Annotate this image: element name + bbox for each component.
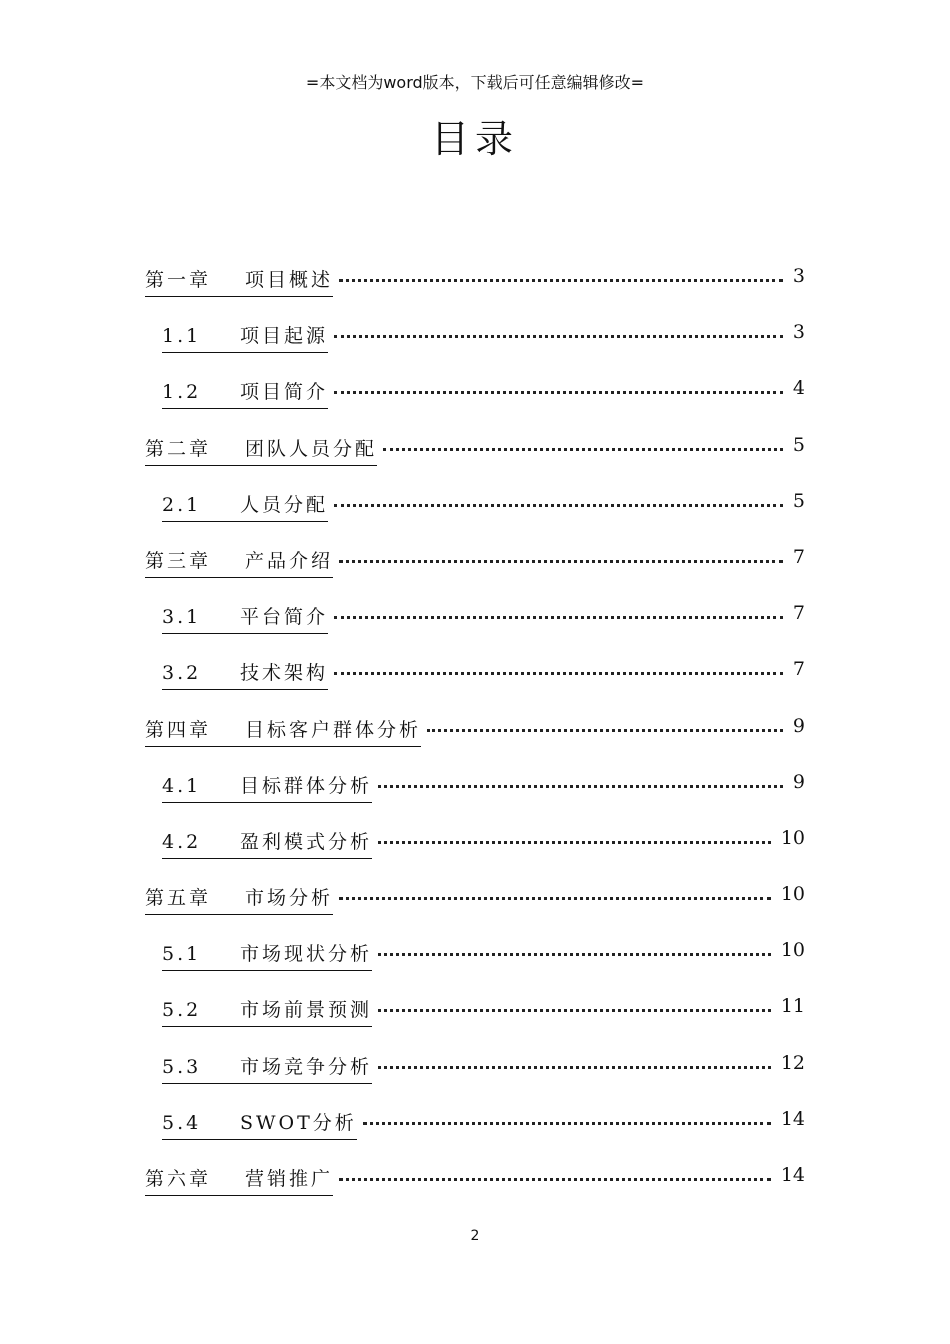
toc-dot-leader [334,652,783,675]
toc-entry-label: 市场分析 [245,887,334,910]
toc-dot-leader [378,821,771,844]
toc-entry[interactable] [0,1108,950,1164]
toc-entry[interactable] [0,434,950,490]
toc-page-number: 7 [792,658,805,681]
toc-entry-link[interactable] [145,883,333,915]
toc-entry-link[interactable] [162,658,328,690]
toc-dot-leader [378,765,783,788]
toc-page-number: 12 [780,1051,805,1074]
toc-entry[interactable] [0,490,950,546]
toc-entry[interactable] [0,265,950,321]
toc-entry-link[interactable] [162,321,328,353]
toc-entry[interactable] [0,715,950,771]
toc-entry-label: 人员分配 [240,493,329,516]
toc-entry-label: 市场前景预测 [240,999,373,1022]
toc-dot-leader [339,259,783,282]
toc-entry-label: 市场竞争分析 [240,1055,373,1078]
toc-entry-label: 目标群体分析 [240,774,373,797]
toc-entry-link[interactable] [162,377,328,409]
toc-entry-link[interactable] [162,602,328,634]
toc-page-number: 9 [792,714,805,737]
toc-entry-link[interactable] [162,1108,357,1140]
toc-dot-leader [339,1158,771,1181]
toc-entry[interactable] [0,995,950,1051]
toc-entry[interactable] [0,771,950,827]
toc-entry[interactable] [0,883,950,939]
toc-entry-link[interactable] [145,434,377,466]
toc-entry-number: 第二章 [145,437,212,460]
toc-page-number: 14 [780,1164,805,1186]
toc-dot-leader [378,1046,771,1069]
toc-page-number: 14 [780,1107,805,1130]
toc-entry-number: 5.1 [162,943,202,966]
toc-entry-number: 5.2 [162,999,202,1022]
toc-page-number: 10 [780,883,805,906]
toc-entry-link[interactable] [162,490,328,522]
toc-entry-label: 项目起源 [240,325,329,348]
toc-entry-label: 项目概述 [245,269,334,291]
toc-entry[interactable] [0,377,950,433]
toc-dot-leader [334,596,783,619]
toc-entry-number: 4.1 [162,774,202,797]
toc-dot-leader [334,371,783,394]
toc-entry-label: 目标客户群体分析 [245,718,422,741]
table-of-contents [0,265,950,1220]
page-title: 目录 [430,117,519,161]
toc-page-number: 7 [792,602,805,625]
toc-entry-link[interactable] [145,1164,333,1196]
toc-entry-link[interactable] [162,939,372,971]
toc-entry-link[interactable] [162,771,372,803]
toc-entry-label: SWOT分析 [240,1111,357,1134]
toc-entry-label: 营销推广 [245,1168,334,1190]
toc-entry-label: 市场现状分析 [240,943,373,966]
toc-page-number: 3 [792,265,805,287]
toc-page-number: 10 [780,826,805,849]
toc-entry-number: 5.4 [162,1111,202,1134]
toc-page-number: 5 [792,433,805,456]
toc-entry-link[interactable] [162,827,372,859]
toc-page-number: 4 [792,377,805,400]
toc-entry-number: 5.3 [162,1055,202,1078]
toc-dot-leader [363,1102,771,1125]
toc-entry-label: 技术架构 [240,662,329,685]
toc-entry-number: 1.1 [162,325,202,348]
toc-entry-number: 第六章 [145,1168,212,1190]
toc-entry-link[interactable] [145,715,421,747]
toc-dot-leader [339,540,783,563]
toc-entry-link[interactable] [162,1052,372,1084]
toc-dot-leader [339,877,771,900]
toc-entry-number: 4.2 [162,830,202,853]
toc-entry-label: 团队人员分配 [245,437,378,460]
toc-entry-number: 2.1 [162,493,202,516]
toc-entry-label: 平台简介 [240,606,329,629]
toc-entry-number: 第五章 [145,887,212,910]
toc-entry[interactable] [0,1052,950,1108]
toc-dot-leader [378,933,771,956]
toc-entry[interactable] [0,546,950,602]
toc-entry-number: 第三章 [145,549,212,572]
toc-entry[interactable] [0,658,950,714]
toc-dot-leader [334,315,783,338]
toc-entry-label: 盈利模式分析 [240,830,373,853]
toc-page-number: 7 [792,545,805,568]
toc-page-number: 5 [792,489,805,512]
toc-entry-number: 3.2 [162,662,202,685]
toc-entry-number: 3.1 [162,606,202,629]
toc-entry-number: 第四章 [145,718,212,741]
page-number: 2 [470,1228,480,1244]
toc-page-number: 10 [780,939,805,962]
toc-page-number: 3 [792,321,805,344]
header-note: =本文档为word版本，下载后可任意编辑修改= [305,73,645,92]
toc-entry[interactable] [0,321,950,377]
toc-entry[interactable] [0,602,950,658]
toc-entry[interactable] [0,939,950,995]
toc-entry-number: 1.2 [162,381,202,404]
toc-entry-number: 第一章 [145,269,212,291]
toc-dot-leader [383,428,783,451]
toc-entry-link[interactable] [145,265,333,297]
toc-page-number: 11 [780,995,805,1018]
toc-dot-leader [334,484,783,507]
toc-entry-label: 产品介绍 [245,549,334,572]
toc-dot-leader [427,709,783,732]
toc-entry-label: 项目简介 [240,381,329,404]
toc-page-number: 9 [792,770,805,793]
toc-entry-link[interactable] [145,546,333,578]
toc-entry[interactable] [0,827,950,883]
toc-entry[interactable] [0,1164,950,1220]
toc-entry-link[interactable] [162,995,372,1027]
toc-dot-leader [378,989,771,1012]
